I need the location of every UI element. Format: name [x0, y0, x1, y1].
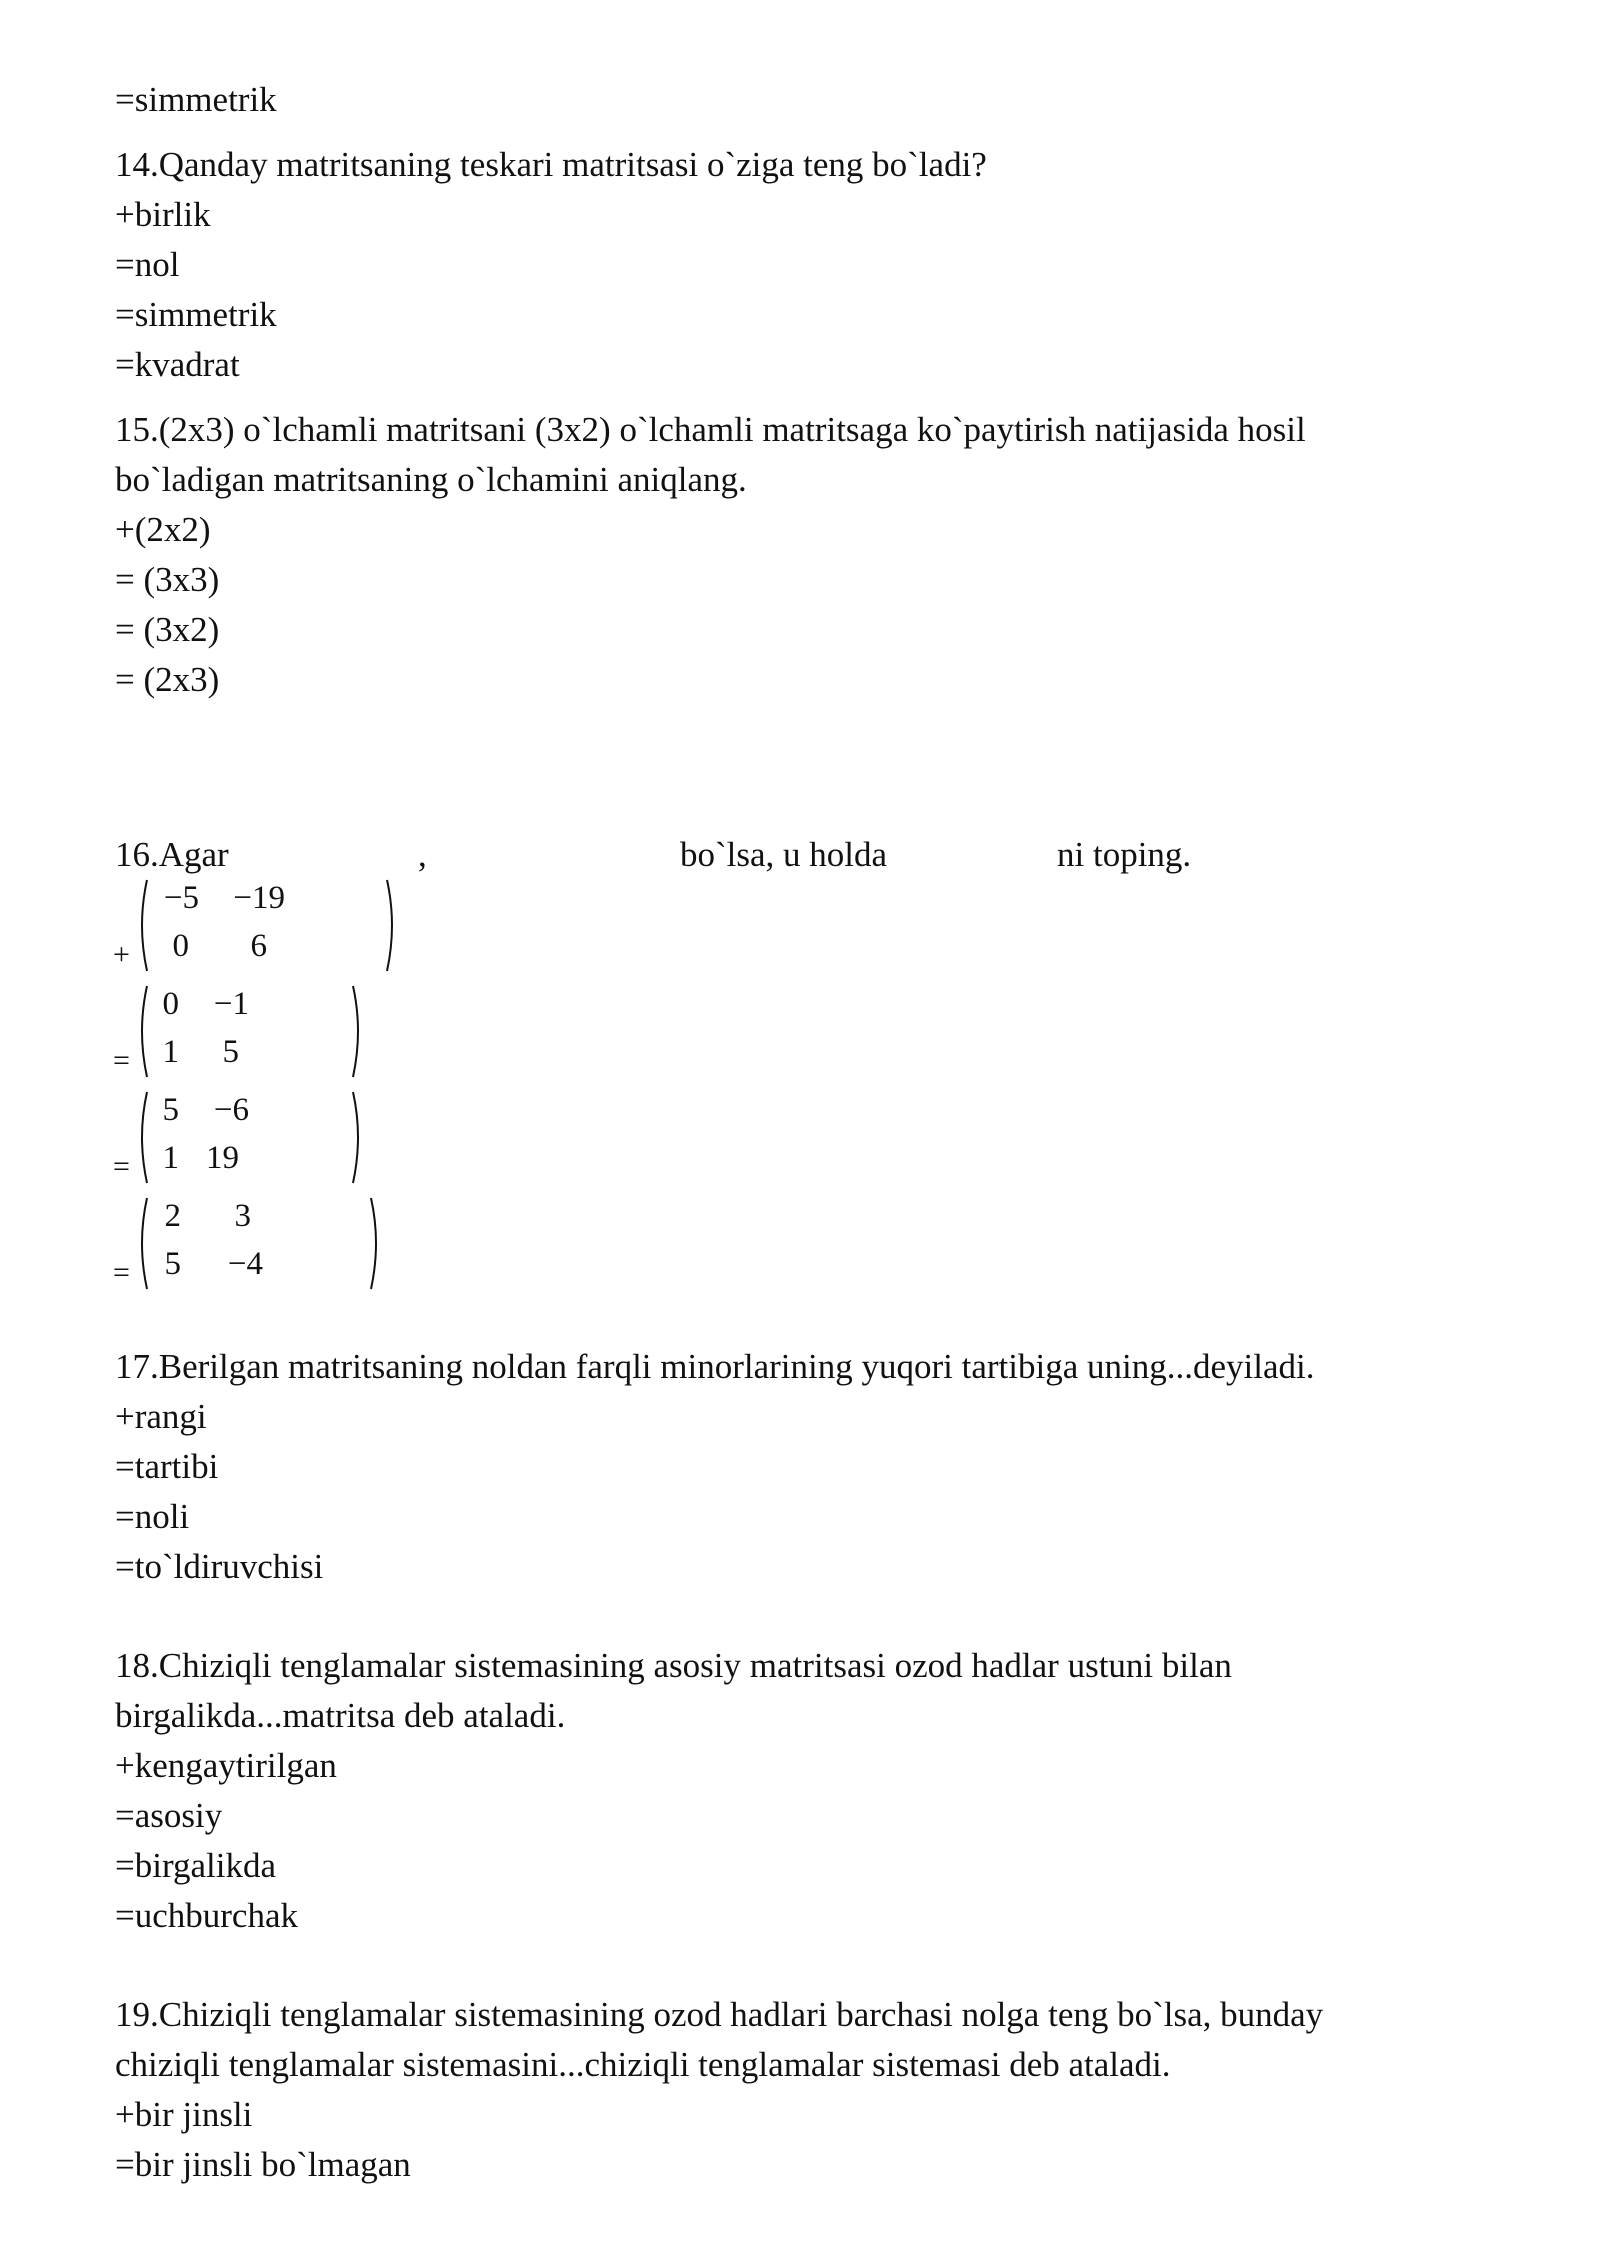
q17-answer-2: =tartibi — [115, 1447, 219, 1486]
q14-question: 14.Qanday matritsaning teskari matritsasi o`ziga teng bo`ladi? — [115, 145, 987, 184]
q17-answer-4: =to`ldiruvchisi — [115, 1547, 324, 1586]
q16-answer-matrix-2 — [113, 984, 293, 1079]
q18-question-line-1: 18.Chiziqli tenglamalar sistemasining asosiy matritsasi ozod hadlar ustuni bilan — [115, 1646, 1232, 1685]
q18-answer-4: =uchburchak — [115, 1896, 298, 1935]
q15-question-line-1: 15.(2x3) o`lchamli matritsani (3x2) o`lchamli matritsaga ko`paytirish natijasida hosil — [115, 410, 1306, 449]
q17-question: 17.Berilgan matritsaning noldan farqli minorlarining yuqori tartibiga uning...deyiladi. — [115, 1347, 1315, 1386]
q17-answer-1: +rangi — [115, 1397, 207, 1436]
matrix-cell: 6 — [250, 928, 267, 964]
q19-answer-2: =bir jinsli bo`lmagan — [115, 2145, 411, 2184]
matrix-cell: −5 — [163, 880, 199, 916]
q18-answer-3: =birgalikda — [115, 1846, 277, 1885]
q19-answer-1: +bir jinsli — [115, 2095, 253, 2134]
q16-question-part-1: 16.Agar — [115, 835, 229, 874]
q18-answer-1: +kengaytirilgan — [115, 1746, 337, 1785]
matrix-cell: 5 — [164, 1246, 181, 1282]
q16-answer-matrix-1 — [113, 878, 293, 973]
q14-answer-3: =simmetrik — [115, 295, 277, 334]
q17-answer-3: =noli — [115, 1497, 190, 1536]
left-paren — [135, 878, 149, 973]
right-paren — [351, 1090, 365, 1185]
q16-answer-matrix-3 — [113, 1090, 293, 1185]
answer-prefix: = — [113, 1150, 130, 1183]
q14-answer-1: +birlik — [115, 195, 211, 234]
matrix-cell: −6 — [213, 1092, 249, 1128]
matrix-cell: 5 — [222, 1034, 239, 1070]
left-paren — [135, 984, 149, 1079]
matrix-cell: 19 — [206, 1140, 239, 1176]
q15-question-line-2: bo`ladigan matritsaning o`lchamini aniqlang. — [115, 460, 747, 499]
left-paren — [135, 1196, 149, 1291]
matrix-cell: −4 — [227, 1246, 263, 1282]
q16-question-part-3: bo`lsa, u holda — [680, 835, 888, 874]
q14-answer-2: =nol — [115, 245, 180, 284]
right-paren — [351, 984, 365, 1079]
matrix-cell: 0 — [172, 928, 189, 964]
q14-answer-4: =kvadrat — [115, 345, 240, 384]
answer-prefix: = — [113, 1256, 130, 1289]
q15-answer-4: = (2x3) — [115, 660, 220, 699]
q19-question-line-1: 19.Chiziqli tenglamalar sistemasining ozod hadlari barchasi nolga teng bo`lsa, bunday — [115, 1995, 1324, 2034]
matrix-cell: 3 — [234, 1198, 251, 1234]
q13-answer-4: =simmetrik — [115, 80, 277, 119]
matrix-cell: 1 — [162, 1140, 179, 1176]
q15-answer-2: = (3x3) — [115, 560, 220, 599]
q15-answer-3: = (3x2) — [115, 610, 220, 649]
matrix-cell: −19 — [233, 880, 285, 916]
right-paren — [385, 878, 399, 973]
q16-question-part-2: , — [418, 835, 427, 874]
matrix-cell: 2 — [164, 1198, 181, 1234]
q16-answer-matrix-4 — [113, 1196, 293, 1291]
answer-prefix: = — [113, 1044, 130, 1077]
matrix-cell: 0 — [162, 986, 179, 1022]
q18-answer-2: =asosiy — [115, 1796, 223, 1835]
answer-prefix: + — [113, 938, 130, 971]
q15-answer-1: +(2x2) — [115, 510, 211, 549]
matrix-cell: 1 — [162, 1034, 179, 1070]
matrix-cell: 5 — [162, 1092, 179, 1128]
left-paren — [135, 1090, 149, 1185]
matrix-cell: −1 — [213, 986, 249, 1022]
q18-question-line-2: birgalikda...matritsa deb ataladi. — [115, 1696, 566, 1735]
q16-question-part-4: ni toping. — [1057, 835, 1192, 874]
right-paren — [369, 1196, 383, 1291]
q19-question-line-2: chiziqli tenglamalar sistemasini...chiziqli tenglamalar sistemasi deb ataladi. — [115, 2045, 1171, 2084]
